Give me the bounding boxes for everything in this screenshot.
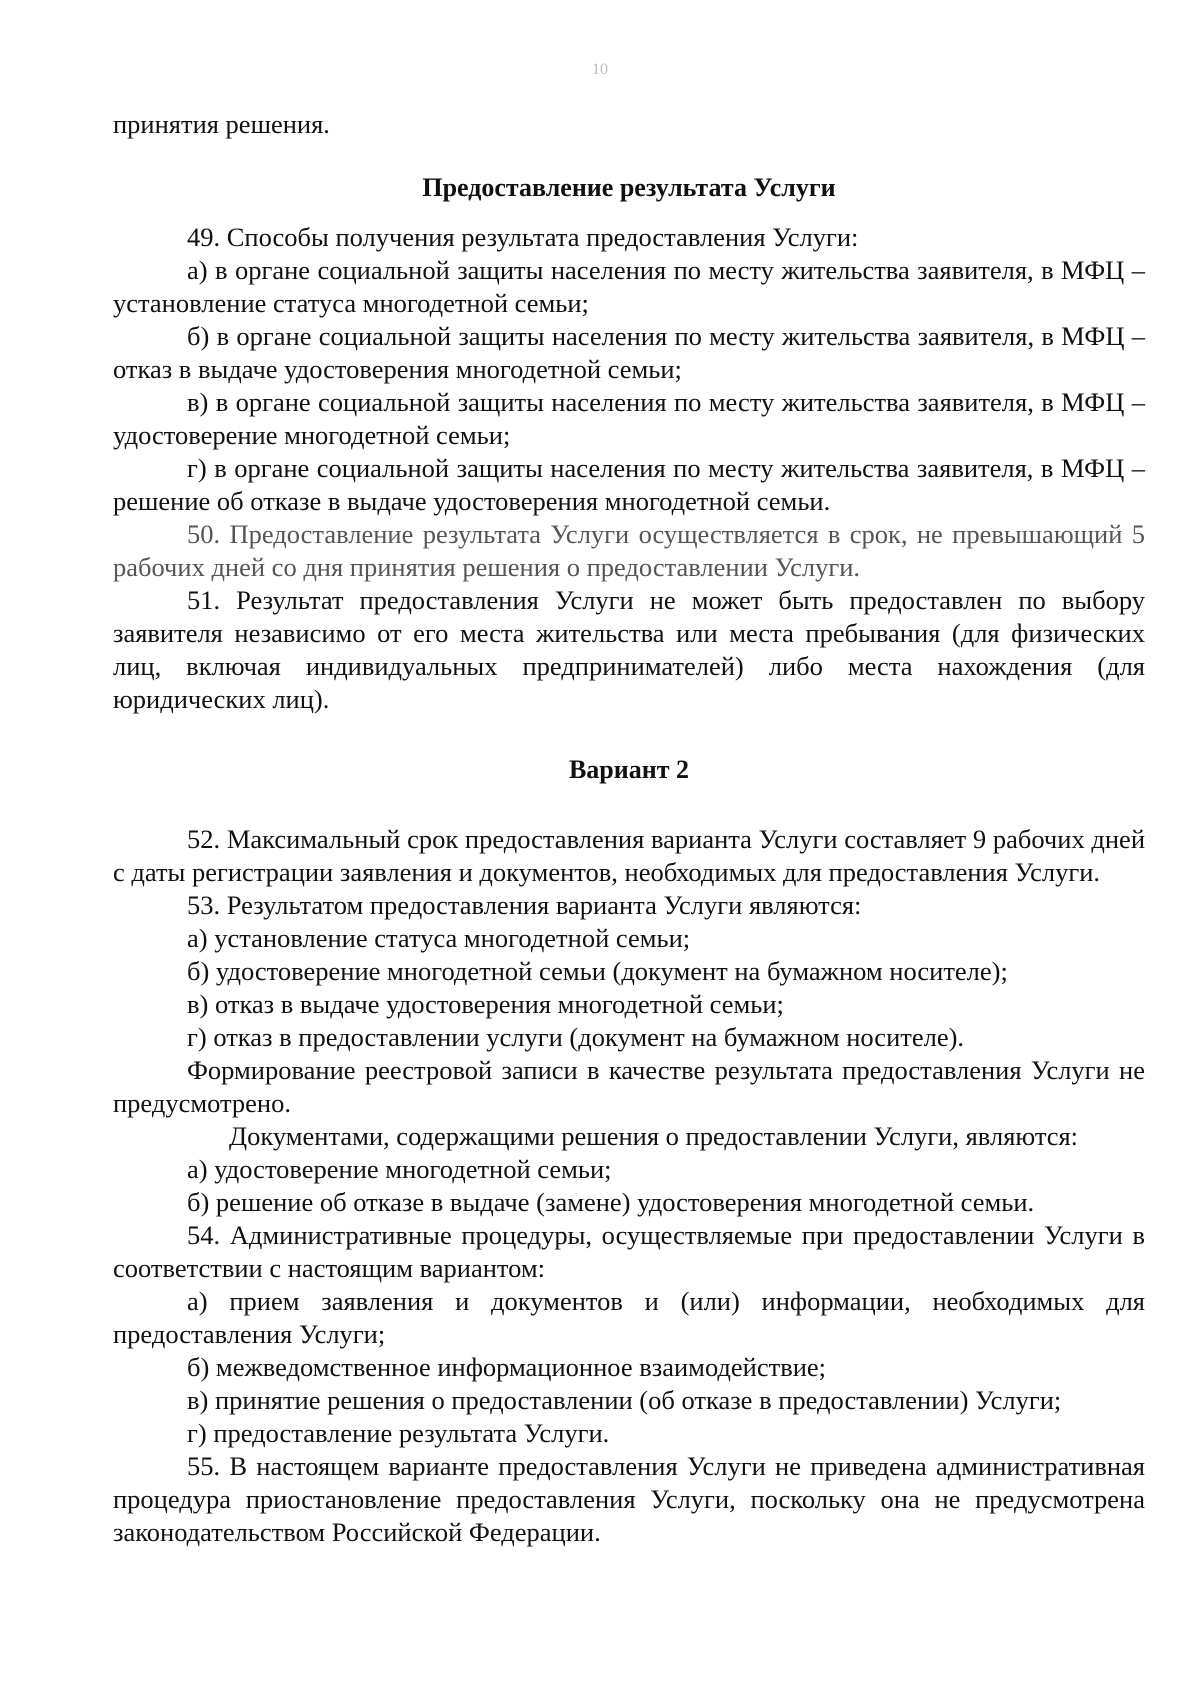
paragraph-51: 51. Результат предоставления Услуги не может быть предоставлен по выбору заявителя независимо от его места жительства или места пребывания (для физических лиц, включая индивидуальных предпринимателей) либо места нахождения (для юридических лиц). bbox=[113, 585, 1145, 714]
paragraph-54v: в) принятие решения о предоставлении (об отказе в предоставлении) Услуги; bbox=[187, 1385, 1062, 1415]
paragraph-docs-a: а) удостоверение многодетной семьи; bbox=[187, 1154, 612, 1184]
page-number: 10 bbox=[592, 61, 608, 78]
paragraph-53b: б) удостоверение многодетной семьи (документ на бумажном носителе); bbox=[187, 956, 1008, 986]
paragraph-docs-b: б) решение об отказе в выдаче (замене) удостоверения многодетной семьи. bbox=[187, 1187, 1035, 1217]
paragraph-50: 50. Предоставление результата Услуги осуществляется в срок, не превышающий 5 рабочих дней со дня принятия решения о предоставлении Услуги. bbox=[113, 519, 1145, 582]
paragraph-54: 54. Административные процедуры, осуществляемые при предоставлении Услуги в соответствии с настоящим вариантом: bbox=[113, 1220, 1145, 1283]
paragraph-49v: в) в органе социальной защиты населения по месту жительства заявителя, в МФЦ – удостоверение многодетной семьи; bbox=[113, 387, 1145, 450]
paragraph-52: 52. Максимальный срок предоставления варианта Услуги составляет 9 рабочих дней с даты регистрации заявления и документов, необходимых для предоставления Услуги. bbox=[113, 824, 1145, 887]
paragraph-49b: б) в органе социальной защиты населения по месту жительства заявителя, в МФЦ – отказ в выдаче удостоверения многодетной семьи; bbox=[113, 321, 1145, 384]
paragraph-53a: а) установление статуса многодетной семьи; bbox=[187, 923, 691, 953]
intro-line: принятия решения. bbox=[113, 109, 330, 139]
document-body bbox=[113, 108, 1145, 1549]
paragraph-49g: г) в органе социальной защиты населения по месту жительства заявителя, в МФЦ – решение об отказе в выдаче удостоверения многодетной семьи. bbox=[113, 453, 1145, 516]
paragraph-54g: г) предоставление результата Услуги. bbox=[187, 1418, 610, 1448]
paragraph-docs-intro: Документами, содержащими решения о предоставлении Услуги, являются: bbox=[229, 1121, 1079, 1151]
paragraph-49a: а) в органе социальной защиты населения по месту жительства заявителя, в МФЦ – установление статуса многодетной семьи; bbox=[113, 255, 1145, 318]
section-heading-result: Предоставление результата Услуги bbox=[422, 173, 836, 202]
paragraph-registry: Формирование реестровой записи в качестве результата предоставления Услуги не предусмотрено. bbox=[113, 1055, 1145, 1118]
paragraph-53: 53. Результатом предоставления варианта Услуги являются: bbox=[187, 890, 862, 920]
paragraph-53v: в) отказ в выдаче удостоверения многодетной семьи; bbox=[187, 989, 784, 1019]
paragraph-54a: а) прием заявления и документов и (или) информации, необходимых для предоставления Услуги; bbox=[113, 1286, 1145, 1349]
paragraph-54b: б) межведомственное информационное взаимодействие; bbox=[187, 1352, 827, 1382]
paragraph-53g: г) отказ в предоставлении услуги (документ на бумажном носителе). bbox=[187, 1022, 965, 1052]
paragraph-49: 49. Способы получения результата предоставления Услуги: bbox=[187, 222, 859, 252]
section-heading-variant-2: Вариант 2 bbox=[568, 755, 690, 784]
paragraph-55: 55. В настоящем варианте предоставления Услуги не приведена административная процедура приостановление предоставления Услуги, поскольку она не предусмотрена законодательством Российской Федерации. bbox=[113, 1451, 1145, 1547]
